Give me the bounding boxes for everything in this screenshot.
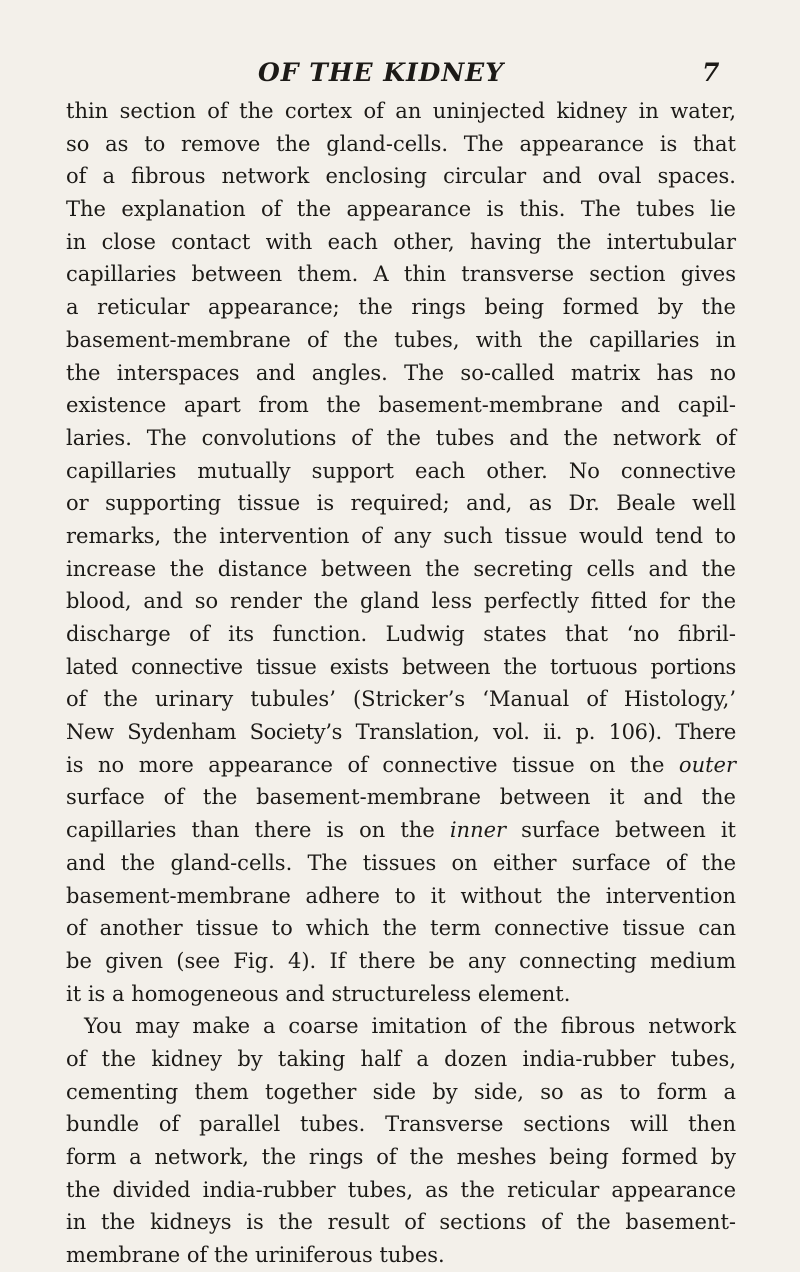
text-line: of another tissue to which the term connective tissue can xyxy=(66,916,736,941)
text-run: is no more appearance of connective tissue on the xyxy=(66,752,679,777)
text-line: remarks, the intervention of any such tissue would tend to xyxy=(66,523,736,548)
text-line: laries. The convolutions of the tubes and the network of xyxy=(66,425,736,450)
text-line: or supporting tissue is required; and, as Dr. Beale well xyxy=(66,491,736,516)
text-line: the divided india-rubber tubes, as the reticular appearance xyxy=(66,1177,736,1202)
text-run: surface between it xyxy=(506,818,737,843)
text-line: membrane of the uriniferous tubes. xyxy=(66,1243,445,1268)
text-line: of the kidney by taking half a dozen india-rubber tubes, xyxy=(66,1046,736,1071)
running-head: OF THE KIDNEY xyxy=(258,58,505,87)
text-line: increase the distance between the secreting cells and the xyxy=(66,556,736,581)
text-line: basement-membrane adhere to it without the intervention xyxy=(66,883,736,908)
body-text xyxy=(66,95,736,1272)
text-line: discharge of its function. Ludwig states that ‘no fibril- xyxy=(66,622,736,646)
italic-word-inner: inner xyxy=(449,818,507,843)
text-line: the interspaces and angles. The so-called matrix has no xyxy=(66,360,736,385)
text-line: capillaries mutually support each other. No connective xyxy=(66,458,736,483)
text-line: capillaries between them. A thin transverse section gives xyxy=(66,262,736,287)
text-line: so as to remove the gland-cells. The appearance is that xyxy=(66,131,736,156)
text-line: of the urinary tubules’ (Stricker’s ‘Manual of Histology,’ xyxy=(66,687,736,712)
text-line: blood, and so render the gland less perfectly fitted for the xyxy=(66,589,736,614)
text-line: in the kidneys is the result of sections of the basement- xyxy=(66,1210,736,1235)
text-line: a reticular appearance; the rings being formed by the xyxy=(66,295,736,320)
text-line: existence apart from the basement-membrane and capil- xyxy=(66,393,736,418)
text-line: You may make a coarse imitation of the fibrous network xyxy=(84,1014,736,1039)
text-line: form a network, the rings of the meshes being formed by xyxy=(66,1145,736,1169)
page-number: 7 xyxy=(702,58,720,87)
text-line: it is a homogeneous and structureless element. xyxy=(66,981,571,1006)
text-line: bundle of parallel tubes. Transverse sections will then xyxy=(66,1112,736,1137)
text-line: lated connective tissue exists between the tortuous portions xyxy=(66,654,736,679)
text-line-with-italic xyxy=(66,749,736,782)
page-header xyxy=(0,58,800,98)
text-line: thin section of the cortex of an uninjected kidney in water, xyxy=(66,99,736,123)
text-line: The explanation of the appearance is this. The tubes lie xyxy=(66,197,736,222)
text-line: and the gland-cells. The tissues on either surface of the xyxy=(66,850,736,875)
text-run: capillaries than there is on the xyxy=(66,818,450,843)
text-line: surface of the basement-membrane between it and the xyxy=(66,785,736,810)
text-line: in close contact with each other, having the intertubular xyxy=(66,229,736,254)
text-line: basement-membrane of the tubes, with the capillaries in xyxy=(66,327,736,352)
text-line-with-italic xyxy=(66,814,736,847)
text-line: cementing them together side by side, so as to form a xyxy=(66,1079,736,1104)
text-line: be given (see Fig. 4). If there be any connecting medium xyxy=(66,948,736,973)
text-line: New Sydenham Society’s Translation, vol. ii. p. 106). There xyxy=(66,720,736,745)
text-line: of a fibrous network enclosing circular and oval spaces. xyxy=(66,164,736,189)
italic-word-outer: outer xyxy=(678,752,736,777)
